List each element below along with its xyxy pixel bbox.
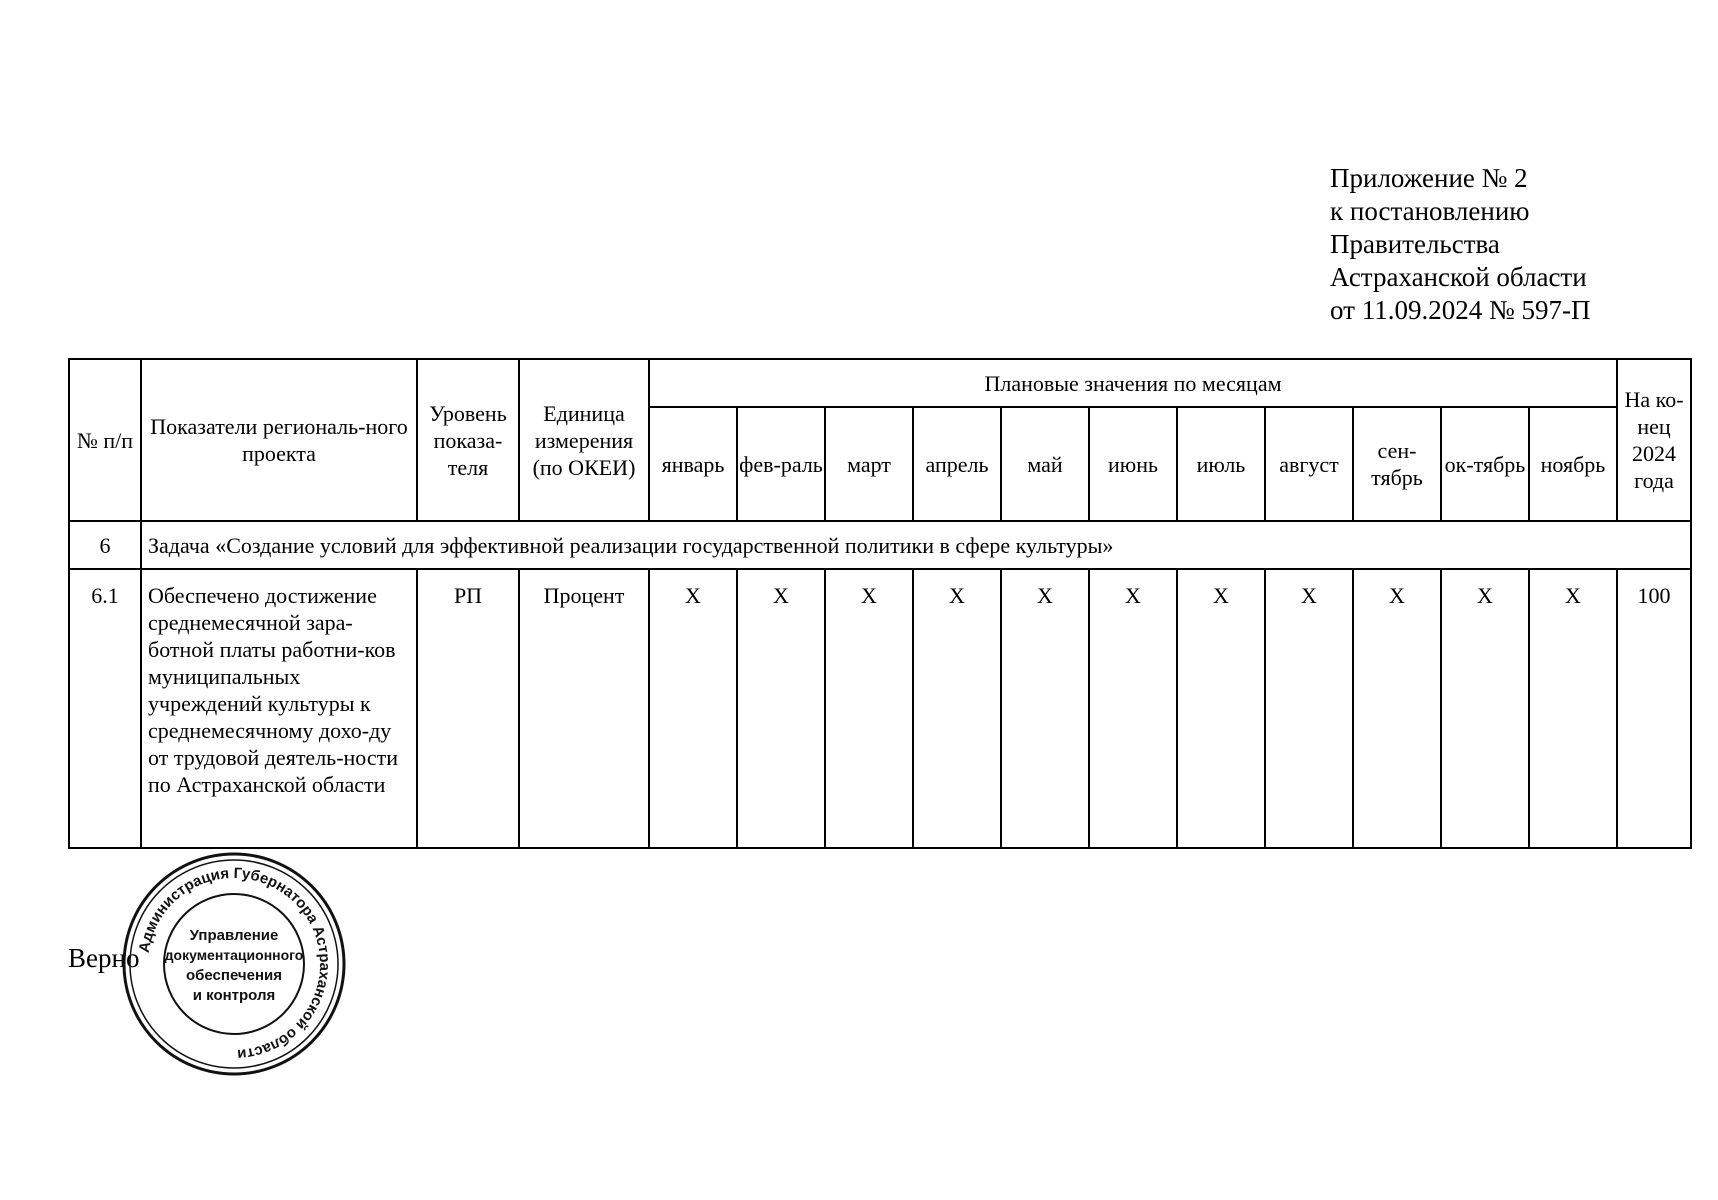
monthly-value: X	[1265, 569, 1353, 848]
header-end-of-year: На ко-нец 2024 года	[1617, 359, 1691, 521]
header-num: № п/п	[69, 359, 141, 521]
monthly-value: X	[825, 569, 913, 848]
task-row	[69, 521, 1691, 569]
header-month: июнь	[1089, 407, 1177, 521]
monthly-value: X	[737, 569, 825, 848]
appendix-line: Правительства	[1330, 229, 1500, 259]
appendix-line: Астраханской области	[1330, 262, 1587, 292]
stamp-line: Управление	[189, 927, 279, 944]
monthly-value: X	[913, 569, 1001, 848]
indicator-row	[69, 569, 1691, 848]
monthly-value: X	[1529, 569, 1617, 848]
header-planned: Плановые значения по месяцам	[649, 359, 1617, 407]
header-month: март	[825, 407, 913, 521]
header-month: август	[1265, 407, 1353, 521]
header-month: июль	[1177, 407, 1265, 521]
header-month: сен-тябрь	[1353, 407, 1441, 521]
header-month: май	[1001, 407, 1089, 521]
header-month: ноябрь	[1529, 407, 1617, 521]
header-unit: Единица измерения (по ОКЕИ)	[519, 359, 649, 521]
stamp-line: документационного	[164, 947, 304, 963]
official-stamp-icon	[120, 850, 348, 1078]
monthly-value: X	[649, 569, 737, 848]
monthly-value: X	[1441, 569, 1529, 848]
indicator-num: 6.1	[69, 569, 141, 848]
appendix-line: к постановлению	[1330, 196, 1530, 226]
header-month: апрель	[913, 407, 1001, 521]
appendix-line: Приложение № 2	[1330, 163, 1528, 193]
appendix-header	[1330, 162, 1590, 327]
monthly-value: X	[1177, 569, 1265, 848]
indicator-level: РП	[417, 569, 519, 848]
indicator-unit: Процент	[519, 569, 649, 848]
header-month: январь	[649, 407, 737, 521]
monthly-value: X	[1089, 569, 1177, 848]
end-of-year-value: 100	[1617, 569, 1691, 848]
stamp-line: и контроля	[192, 987, 276, 1004]
indicator-text: Обеспечено достижение среднемесячной зара-ботной платы работни-ков муниципальных учреждений культуры к среднемесячному дохо-ду от трудовой деятель-ности по Астраханской области	[148, 583, 399, 797]
header-indicator: Показатели региональ-ного проекта	[141, 359, 417, 521]
plan-table	[68, 358, 1692, 849]
signoff-text: Верно	[68, 943, 140, 973]
task-num: 6	[69, 521, 141, 569]
monthly-value: X	[1001, 569, 1089, 848]
task-text: Задача «Создание условий для эффективной реализации государственной политики в сфере культуры»	[141, 521, 1691, 569]
monthly-value: X	[1353, 569, 1441, 848]
header-month: фев-раль	[737, 407, 825, 521]
header-month: ок-тябрь	[1441, 407, 1529, 521]
appendix-line: от 11.09.2024 № 597-П	[1330, 295, 1591, 325]
header-level: Уровень показа-теля	[417, 359, 519, 521]
stamp-line: обеспечения	[185, 967, 283, 984]
stamp-ring-text: Администрация Губернатора Астраханской области	[135, 864, 334, 1064]
